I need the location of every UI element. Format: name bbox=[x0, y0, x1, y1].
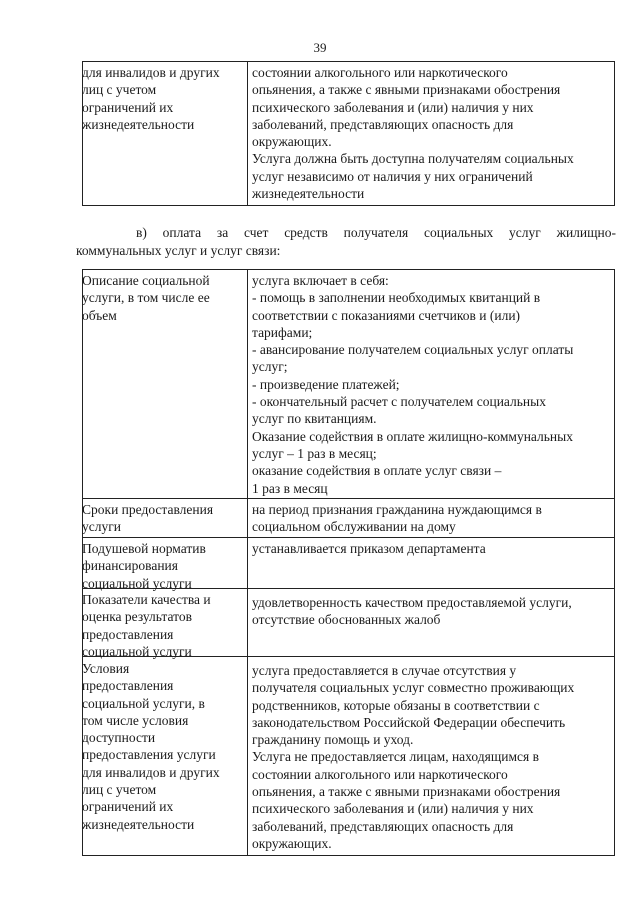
cell-line: оказание содействия в оплате услуг связи – bbox=[252, 463, 502, 479]
top-table-left-cell bbox=[82, 64, 242, 133]
section-paragraph bbox=[76, 224, 616, 259]
row-terms-label bbox=[82, 501, 242, 536]
cell-line: лиц с учетом bbox=[82, 82, 157, 98]
cell-line: услуг – 1 раз в месяц; bbox=[252, 445, 377, 461]
row-terms-value bbox=[252, 501, 614, 536]
cell-line: услуг; bbox=[252, 359, 288, 375]
cell-line: окружающих. bbox=[252, 134, 332, 150]
cell-line: для инвалидов и других bbox=[82, 65, 220, 80]
cell-line: услуга включает в себя: bbox=[252, 273, 389, 288]
cell-line: социальной услуги bbox=[82, 575, 192, 591]
cell-line: - окончательный расчет с получателем социальных bbox=[252, 394, 546, 410]
cell-line: тарифами; bbox=[252, 324, 313, 340]
cell-line: на период признания гражданина нуждающимся в bbox=[252, 502, 542, 517]
cell-line: родственников, которые обязаны в соответствии с bbox=[252, 697, 540, 713]
cell-line: Условия bbox=[82, 661, 130, 676]
cell-line: услуга предоставляется в случае отсутствия у bbox=[252, 663, 517, 678]
cell-line: - произведение платежей; bbox=[252, 376, 400, 392]
cell-line: состоянии алкогольного или наркотического bbox=[252, 766, 508, 782]
cell-line: доступности bbox=[82, 730, 156, 746]
cell-line: получателя социальных услуг совместно проживающих bbox=[252, 680, 575, 696]
cell-line: гражданину помощь и уход. bbox=[252, 732, 414, 748]
cell-line: законодательством Российской Федерации обеспечить bbox=[252, 714, 566, 730]
cell-line: Сроки предоставления bbox=[82, 502, 214, 517]
row-quality-label bbox=[82, 591, 242, 660]
cell-line: услуги, в том числе ее bbox=[82, 290, 210, 306]
row-conditions-label bbox=[82, 660, 242, 833]
cell-line: Услуга должна быть доступна получателям социальных bbox=[252, 151, 574, 167]
cell-line: психического заболевания и (или) наличия у них bbox=[252, 801, 534, 817]
cell-line: социальной услуги bbox=[82, 643, 192, 659]
cell-line: предоставления услуги bbox=[82, 747, 216, 763]
cell-line: Описание социальной bbox=[82, 273, 210, 288]
cell-line: лиц с учетом bbox=[82, 782, 157, 798]
cell-line: социальном обслуживании на дому bbox=[252, 519, 456, 535]
cell-line: ограничений их bbox=[82, 799, 174, 815]
cell-line: заболеваний, представляющих опасность для bbox=[252, 116, 514, 132]
cell-line: услуг независимо от наличия у них ограничений bbox=[252, 168, 533, 184]
paragraph-line: коммунальных услуг и услуг связи: bbox=[76, 242, 281, 258]
cell-line: Оказание содействия в оплате жилищно-коммунальных bbox=[252, 428, 573, 444]
row-description-label bbox=[82, 272, 242, 324]
cell-line: отсутствие обоснованных жалоб bbox=[252, 612, 441, 628]
cell-line: ограничений их bbox=[82, 99, 174, 115]
cell-line: социальной услуги, в bbox=[82, 695, 205, 711]
cell-line: опьянения, а также с явными признаками обострения bbox=[252, 784, 561, 800]
cell-line: состоянии алкогольного или наркотического bbox=[252, 65, 508, 80]
row-quality-value bbox=[252, 594, 614, 629]
cell-line: опьянения, а также с явными признаками обострения bbox=[252, 82, 561, 98]
cell-line: предоставления bbox=[82, 678, 174, 694]
cell-line: жизнедеятельности bbox=[252, 186, 365, 202]
cell-line: удовлетворенность качеством предоставляемой услуги, bbox=[252, 595, 572, 610]
row-funding-label bbox=[82, 540, 242, 592]
cell-line: том числе условия bbox=[82, 712, 189, 728]
cell-line: для инвалидов и других bbox=[82, 764, 220, 780]
cell-line: окружающих. bbox=[252, 835, 332, 851]
cell-line: Подушевой норматив bbox=[82, 541, 206, 556]
page-number: 39 bbox=[313, 40, 327, 55]
cell-line: - помощь в заполнении необходимых квитанций в bbox=[252, 290, 541, 306]
cell-line: 1 раз в месяц bbox=[252, 480, 328, 496]
cell-line: Услуга не предоставляется лицам, находящимся в bbox=[252, 749, 539, 765]
cell-line: Показатели качества и bbox=[82, 592, 211, 607]
cell-line: объем bbox=[82, 307, 117, 323]
cell-line: оценка результатов bbox=[82, 609, 192, 625]
cell-line: жизнедеятельности bbox=[82, 816, 195, 832]
cell-line: услуги bbox=[82, 519, 121, 535]
paragraph-line: в) оплата за счет средств получателя социальных услуг жилищно- bbox=[136, 225, 616, 240]
cell-line: жизнедеятельности bbox=[82, 116, 195, 132]
row-conditions-value bbox=[252, 662, 614, 852]
cell-line: предоставления bbox=[82, 626, 174, 642]
row-funding-value bbox=[252, 540, 614, 557]
cell-line: финансирования bbox=[82, 558, 178, 574]
cell-line: услуг по квитанциям. bbox=[252, 411, 377, 427]
row-description-value bbox=[252, 272, 614, 497]
cell-line: соответствии с показаниями счетчиков и (или) bbox=[252, 307, 521, 323]
cell-line: психического заболевания и (или) наличия у них bbox=[252, 99, 534, 115]
cell-line: - авансирование получателем социальных услуг оплаты bbox=[252, 342, 574, 358]
cell-line: устанавливается приказом департамента bbox=[252, 541, 486, 556]
top-table-right-cell bbox=[252, 64, 614, 202]
cell-line: заболеваний, представляющих опасность для bbox=[252, 818, 514, 834]
